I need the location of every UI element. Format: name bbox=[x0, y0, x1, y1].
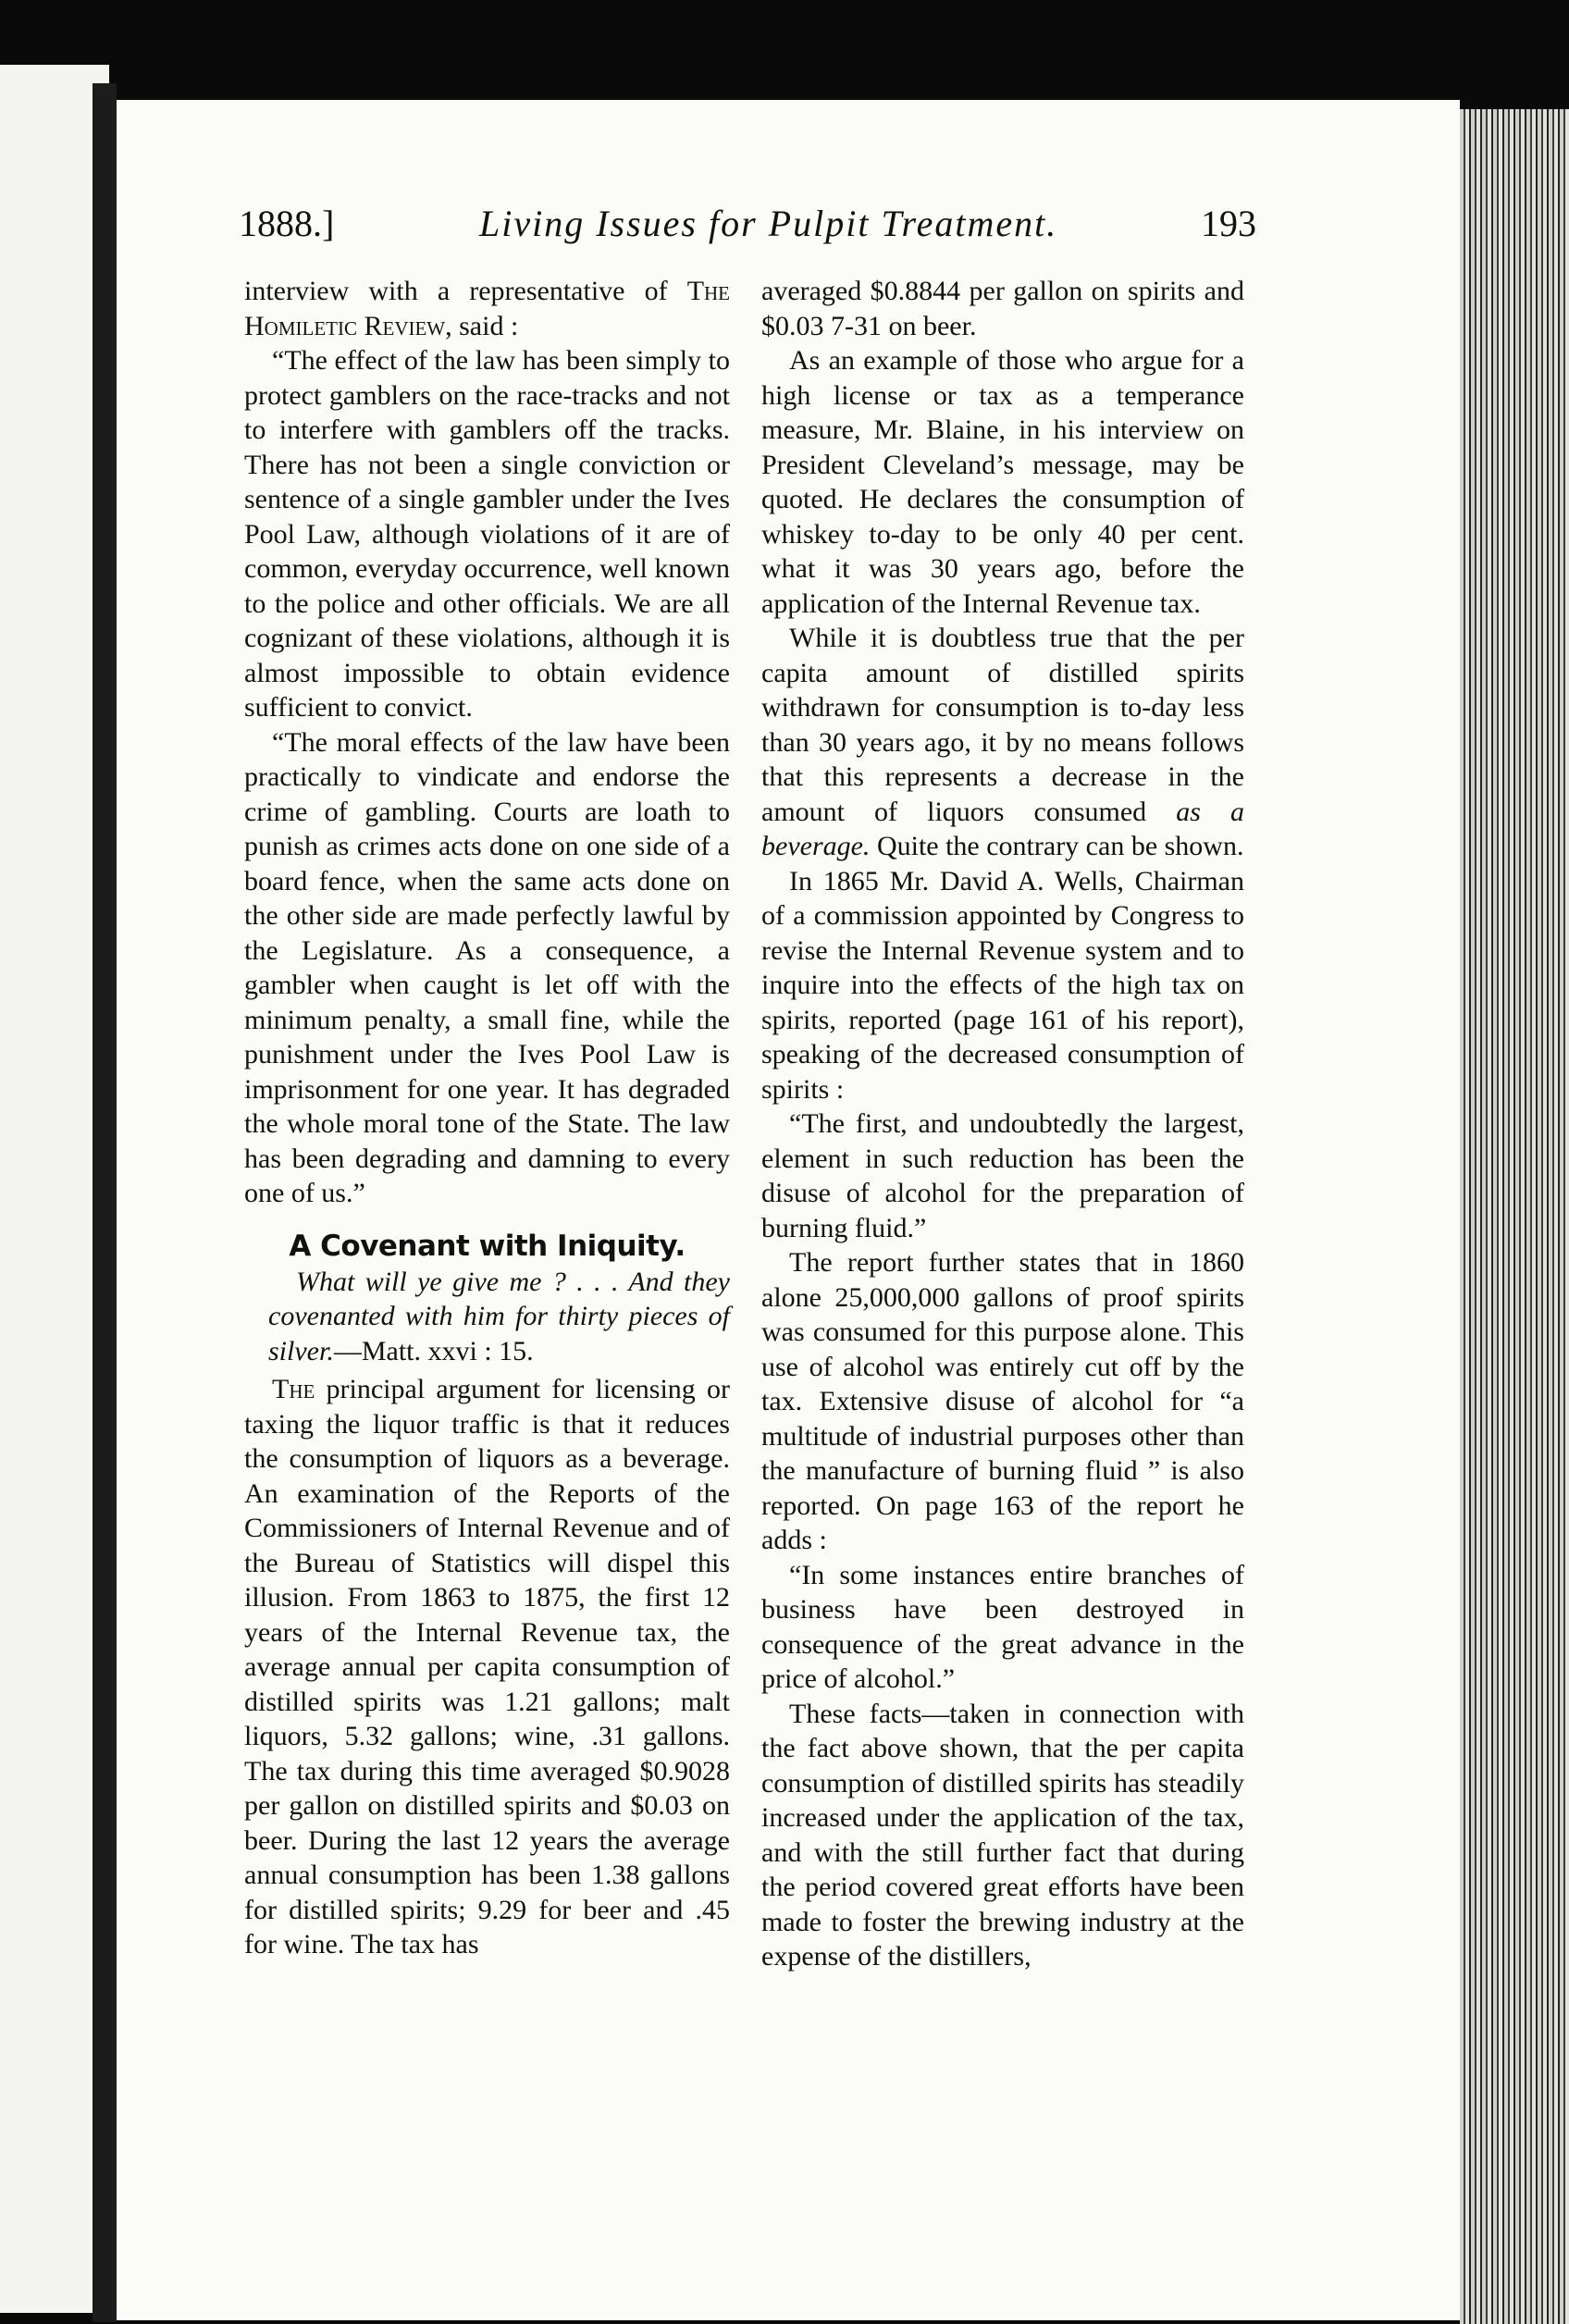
epigraph bbox=[244, 1265, 730, 1369]
running-header bbox=[239, 202, 1256, 248]
paragraph: These facts—taken in connection with the fact above shown, that the per capita consumption of distilled spirits has steadily increased under the application of the tax, and with the still further fact that during the period covered great efforts have been made to foster the brewing industry at the expense of the distillers, bbox=[761, 1698, 1244, 1972]
paragraph bbox=[761, 621, 1244, 864]
page-number: 193 bbox=[1201, 203, 1256, 244]
paragraph: “The moral effects of the law have been practically to vindicate and endorse the crime of gambling. Courts are loath to punish as crimes acts done on one side of a board fence, when the same acts done on the other side are made perfectly lawful by the Legislature. As a consequence, a gambler when caught is let off with the minimum penalty, a small fine, while the punishment under the Ives Pool Law is imprisonment for one year. It has degraded the whole moral tone of the State. The law has been degrading and damning to every one of us.” bbox=[244, 726, 730, 1208]
left-column bbox=[244, 274, 730, 1962]
paragraph: averaged $0.8844 per gallon on spirits and $0.03 7-31 on beer. bbox=[761, 276, 1244, 341]
paragraph: In 1865 Mr. David A. Wells, Chairman of a commission appointed by Congress to revise the Internal Revenue system and to inquire into the effects of the high tax on spirits, reported (page 161 of his report), speaking of the decreased consumption of spirits : bbox=[761, 865, 1244, 1105]
paragraph: “The first, and undoubtedly the largest, element in such reduction has been the disuse of alcohol for the preparation of burning fluid.” bbox=[761, 1108, 1244, 1243]
scripture-reference: —Matt. xxvi : 15. bbox=[333, 1335, 534, 1366]
book-gutter bbox=[93, 83, 117, 2322]
header-title: Living Issues for Pulpit Treatment. bbox=[479, 203, 1058, 244]
journal-name: The Homiletic Review bbox=[244, 276, 731, 341]
section-heading: A Covenant with Iniquity. bbox=[289, 1229, 686, 1263]
text-span: Quite the contrary can be shown. bbox=[870, 831, 1244, 861]
page-edges bbox=[1460, 109, 1569, 2324]
text-span: , said : bbox=[445, 310, 519, 341]
header-year: 1888.] bbox=[239, 203, 335, 244]
right-column bbox=[761, 274, 1244, 1974]
paragraph: The report further states that in 1860 alone 25,000,000 gallons of proof spirits was consumed for this purpose alone. This use of alcohol was entirely cut off by the tax. Extensive disuse of alcohol for “a multitude of industrial purposes other than the manufacture of burning fluid ” is also reported. On page 163 of the report he adds : bbox=[761, 1247, 1244, 1555]
italic-text: as a beverage. bbox=[761, 796, 1244, 861]
paragraph: As an example of those who argue for a high license or tax as a temperance measure, Mr. Blaine, in his interview on President Cleveland’s message, may be quoted. He declares the consumption of whiskey to-day to be only 40 per cent. what it was 30 years ago, before the application of the Internal Revenue tax. bbox=[761, 345, 1244, 619]
text-span: principal argument for licensing or taxing the liquor traffic is that it reduces the consumption of liquors as a beverage. An examination of the Reports of the Commissioners of Internal Revenue and of the Bureau of Statistics will dispel this illusion. From 1863 to 1875, the first 12 years of the Internal Revenue tax, the average annual per capita consumption of distilled spirits was 1.21 gallons; malt liquors, 5.32 gallons; wine, .31 gallons. The tax during this time averaged $0.9028 per gallon on distilled spirits and $0.03 on beer. During the last 12 years the average annual consumption has been 1.38 gallons for distilled spirits; 9.29 for beer and .45 for wine. The tax has bbox=[244, 1374, 730, 1959]
paragraph bbox=[244, 274, 730, 343]
paragraph: “The effect of the law has been simply to protect gamblers on the race-tracks and not to interfere with gamblers off the tracks. There has not been a single conviction or sentence of a single gambler under the Ives Pool Law, although violations of it are of common, everyday occurrence, well known to the police and other officials. We are all cognizant of these violations, although it is almost impossible to obtain evidence sufficient to convict. bbox=[244, 345, 730, 723]
paragraph bbox=[244, 1372, 730, 1962]
epigraph-text: What will ye give me ? . . . And they covenanted with him for thirty pieces of silver. bbox=[268, 1266, 730, 1366]
text-span: While it is doubtless true that the per capita amount of distilled spirits withdrawn for consumption is to-day less than 30 years ago, it by no means follows that this represents a decrease in the amount of liquors consumed bbox=[761, 623, 1244, 827]
drop-word: The bbox=[272, 1374, 315, 1404]
paragraph: “In some instances entire branches of business have been destroyed in consequence of the great advance in the price of alcohol.” bbox=[761, 1559, 1244, 1694]
text-span: interview with a representative of bbox=[244, 276, 668, 306]
